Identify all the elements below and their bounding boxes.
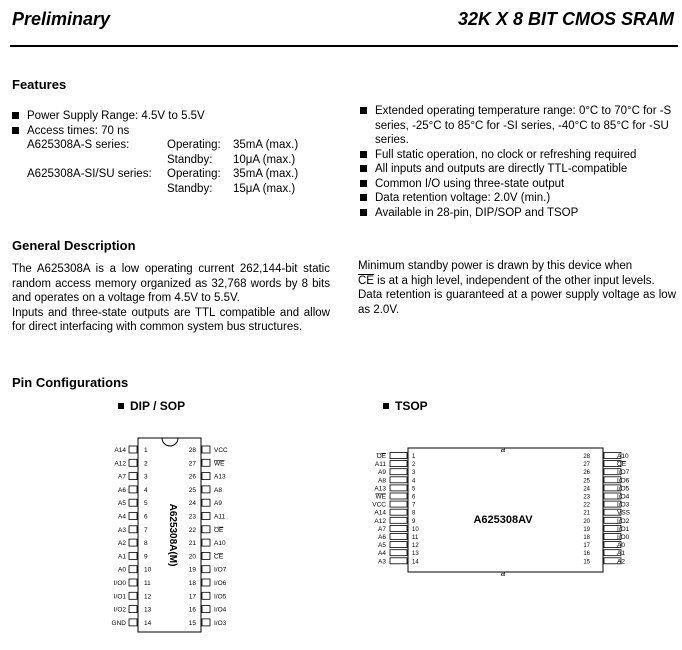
- pin-box: [129, 539, 137, 546]
- pin-box: [202, 486, 210, 493]
- pin-number: 15: [583, 559, 590, 566]
- pin-number: 17: [583, 543, 590, 550]
- pin-box: [390, 493, 407, 499]
- bullet-square-icon: [360, 194, 367, 201]
- pin-number: 22: [188, 526, 196, 534]
- features-heading: Features: [12, 77, 67, 92]
- pin-box: [390, 509, 407, 515]
- current-row: [12, 153, 342, 168]
- pin-label: A12: [374, 517, 386, 525]
- pin-box: [202, 619, 210, 626]
- pin-number: 4: [144, 486, 148, 494]
- general-para-1: The A625308A is a low operating current 262,144-bit static random access memory organized as 32,768 words by 8 bits and operates on a voltage from 4.5V to 5.5V.: [12, 263, 330, 304]
- pin-number: 19: [583, 526, 590, 533]
- pin-box: [129, 592, 137, 599]
- pin-number: 17: [188, 593, 196, 601]
- pin-label: A13: [374, 485, 386, 493]
- pin-number: 25: [583, 478, 590, 485]
- pin-label: VSS: [617, 509, 631, 517]
- current-row: [12, 167, 342, 182]
- dip-section-title: [118, 399, 185, 413]
- pin-label: A10: [214, 540, 226, 548]
- ce-signal: $\overline{CE}$: [358, 274, 374, 287]
- pin-number: 28: [188, 447, 196, 454]
- current-table: [12, 138, 342, 196]
- pin-label: A8: [214, 486, 222, 494]
- feature-item: [12, 124, 342, 139]
- pin-number: 5: [412, 486, 416, 493]
- pin-box: [129, 566, 137, 573]
- pin-label: I/O7: [214, 566, 227, 574]
- current-mode: Operating:: [167, 168, 221, 180]
- general-heading: General Description: [12, 238, 136, 253]
- pin-label: A9: [214, 500, 222, 508]
- bullet-square-icon: [360, 151, 367, 158]
- pin-label: I/O2: [113, 606, 126, 614]
- pin-box: [202, 606, 210, 613]
- pin-number: 8: [144, 540, 148, 548]
- current-series: [12, 182, 167, 197]
- feature-text: Available in 28-pin, DIP/SOP and TSOP: [375, 206, 579, 219]
- current-series: A625308A-S series:: [27, 139, 130, 151]
- pin-number: 10: [412, 526, 419, 533]
- pin-number: 9: [412, 518, 416, 525]
- pin-number: 24: [583, 486, 590, 493]
- current-row: [12, 182, 342, 197]
- pin-label: A4: [378, 550, 386, 558]
- feature-item: [12, 109, 342, 124]
- pin-number: 23: [583, 494, 590, 501]
- pin-number: 19: [188, 566, 196, 574]
- pin-box: [129, 459, 137, 466]
- pin-label: A0: [118, 566, 126, 574]
- pin-box: [390, 550, 407, 556]
- pin-label: I/O6: [617, 477, 630, 485]
- pin-label: A5: [118, 500, 126, 508]
- tsop-break-mark-bottom: a: [500, 569, 506, 578]
- pin-label: A0: [617, 542, 625, 550]
- feature-text: Extended operating temperature range: 0°C to 70°C for -S series, -25°C to 85°C for -SI series, -40°C to 85°C for -SU series.: [375, 105, 672, 146]
- dip-pinout-diagram: [100, 436, 240, 636]
- pin-number: 7: [412, 502, 416, 509]
- general-para-3: [358, 259, 676, 288]
- pin-label: CE: [617, 461, 627, 469]
- pin-label: A3: [378, 558, 386, 566]
- pin-box: [202, 473, 210, 480]
- pin-label: VCC: [214, 447, 228, 454]
- pin-label: A11: [214, 513, 226, 521]
- pin-number: 14: [144, 619, 152, 627]
- pin-box: [129, 513, 137, 520]
- bullet-square-icon: [12, 127, 19, 134]
- pin-number: 12: [412, 543, 419, 550]
- current-series: A625308A-SI/SU series:: [27, 168, 152, 180]
- pin-label: A4: [118, 513, 126, 521]
- bullet-square-icon: [360, 165, 367, 172]
- bullet-square-icon: [118, 403, 124, 409]
- pin-box: [390, 517, 407, 523]
- pin-number: 12: [144, 593, 152, 601]
- pin-label: A10: [617, 453, 629, 460]
- pin-label: A2: [118, 540, 126, 548]
- pin-box: [202, 459, 210, 466]
- pin-label: WE: [214, 460, 225, 468]
- pin-number: 27: [583, 462, 590, 469]
- pin-box: [202, 579, 210, 586]
- pin-number: 13: [144, 606, 152, 614]
- pin-box: [390, 542, 407, 548]
- pin-box: [390, 525, 407, 531]
- pin-box: [129, 619, 137, 626]
- pin-box: [390, 453, 407, 459]
- pin-label: I/O4: [617, 493, 630, 501]
- pin-box: [390, 477, 407, 483]
- pin-number: 8: [412, 510, 416, 517]
- pin-label: A14: [374, 509, 386, 517]
- pin-label: A14: [114, 447, 126, 454]
- current-series: [12, 153, 167, 168]
- pin-box: [202, 566, 210, 573]
- pin-box: [129, 526, 137, 533]
- pin-box: [129, 579, 137, 586]
- pin-number: 1: [412, 454, 416, 460]
- pin-label: I/O4: [214, 606, 227, 614]
- pin-number: 21: [188, 540, 196, 548]
- pin-box: [390, 485, 407, 491]
- pin-box: [390, 501, 407, 507]
- pin-number: 20: [188, 553, 196, 561]
- pin-box: [129, 552, 137, 559]
- pin-label: I/O5: [617, 485, 630, 493]
- pin-number: 13: [412, 551, 419, 558]
- pin-number: 25: [188, 486, 196, 494]
- pin-label: I/O3: [617, 501, 630, 509]
- current-mode: Operating:: [167, 139, 221, 151]
- pin-label: A2: [617, 558, 625, 566]
- pin-box: [202, 539, 210, 546]
- general-right: [358, 259, 676, 317]
- bullet-square-icon: [383, 403, 389, 409]
- pin-label: A3: [118, 526, 126, 534]
- general-left: [12, 262, 330, 335]
- dip-chip-label: A625308A(M): [167, 503, 178, 567]
- header-preliminary: Preliminary: [12, 9, 111, 29]
- pin-number: 7: [144, 526, 148, 534]
- pin-label: A13: [214, 473, 226, 481]
- features-right: [360, 104, 676, 220]
- current-value: 35mA (max.): [233, 139, 299, 151]
- pin-label: I/O6: [214, 580, 227, 587]
- pin-number: 15: [188, 619, 196, 627]
- current-value: 35mA (max.): [233, 168, 299, 180]
- current-row: [12, 138, 342, 153]
- pin-number: 6: [412, 494, 416, 501]
- pin-box: [202, 513, 210, 520]
- feature-item: [360, 177, 676, 192]
- dip-title-text: DIP / SOP: [130, 399, 186, 413]
- feature-item: [360, 162, 676, 177]
- pin-box: [390, 558, 407, 564]
- pin-label: I/O5: [214, 593, 227, 601]
- pin-number: 2: [412, 462, 416, 469]
- pin-number: 3: [412, 470, 416, 477]
- pin-box: [202, 499, 210, 506]
- pin-box: [202, 526, 210, 533]
- pins-heading: Pin Configurations: [12, 375, 129, 390]
- tsop-chip-label: A625308AV: [473, 514, 533, 526]
- general-text: is at a high level, independent of the other input levels.: [373, 274, 655, 287]
- pin-number: 1: [144, 447, 148, 454]
- pin-number: 18: [188, 580, 196, 587]
- pin-box: [390, 469, 407, 475]
- feature-item: [360, 206, 676, 221]
- pin-number: 22: [583, 502, 590, 509]
- pin-number: 24: [188, 500, 196, 508]
- pin-label: A6: [378, 534, 386, 541]
- pin-number: 6: [144, 513, 148, 521]
- feature-text: Data retention voltage: 2.0V (min.): [375, 192, 551, 204]
- pin-number: 10: [144, 566, 152, 574]
- pin-number: 9: [144, 553, 148, 561]
- feature-text: Power Supply Range: 4.5V to 5.5V: [27, 110, 205, 122]
- pin-label: GND: [111, 619, 126, 627]
- pin-number: 21: [583, 510, 590, 517]
- pin-box: [129, 473, 137, 480]
- pin-label: WE: [375, 493, 386, 501]
- pin-number: 5: [144, 500, 148, 508]
- pin-label: I/O2: [617, 517, 630, 525]
- general-para-4: Data retention is guaranteed at a power supply voltage as low as 2.0V.: [358, 289, 676, 316]
- pin-number: 28: [583, 454, 590, 460]
- bullet-square-icon: [12, 112, 19, 119]
- pin-number: 4: [412, 478, 416, 485]
- pin-number: 26: [583, 470, 590, 477]
- pin-label: A7: [378, 525, 386, 533]
- general-text: Minimum standby power is drawn by this device when: [358, 260, 633, 272]
- pin-number: 26: [188, 473, 196, 481]
- bullet-square-icon: [360, 180, 367, 187]
- pin-label: A12: [114, 460, 126, 468]
- feature-text: Access times: 70 ns: [27, 124, 130, 137]
- pin-box: [202, 552, 210, 559]
- pin-label: I/O0: [617, 534, 630, 541]
- header-title: 32K X 8 BIT CMOS SRAM: [457, 9, 674, 29]
- pin-label: A1: [617, 550, 625, 558]
- pin-box: [202, 592, 210, 599]
- pin-label: A7: [118, 473, 126, 481]
- current-value: 15μA (max.): [233, 182, 296, 195]
- pin-label: I/O3: [214, 619, 227, 627]
- pin-number: 11: [144, 580, 151, 587]
- pin-number: 18: [583, 535, 590, 541]
- pin-label: OE: [214, 526, 224, 534]
- pin-label: VCC: [372, 501, 386, 509]
- feature-text: Common I/O using three-state output: [375, 177, 565, 190]
- pin-label: I/O1: [617, 525, 630, 533]
- tsop-pinout-diagram: [360, 440, 640, 580]
- feature-item: [360, 104, 676, 148]
- bullet-square-icon: [360, 209, 367, 216]
- pin-label: I/O7: [617, 469, 630, 477]
- pin-label: A1: [118, 553, 126, 561]
- pin-label: A5: [378, 542, 386, 550]
- pin-box: [129, 446, 137, 453]
- pin-number: 11: [412, 535, 419, 541]
- pin-number: 27: [188, 460, 196, 468]
- current-mode: Standby:: [167, 153, 213, 166]
- pin-number: 2: [144, 460, 148, 468]
- feature-item: [360, 191, 676, 206]
- pin-box: [129, 499, 137, 506]
- tsop-title-text: TSOP: [395, 399, 428, 413]
- pin-box: [129, 606, 137, 613]
- feature-text: Full static operation, no clock or refreshing required: [375, 148, 637, 161]
- current-value: 10μA (max.): [233, 153, 296, 166]
- pin-label: A8: [378, 477, 386, 485]
- pin-box: [202, 446, 210, 453]
- pin-number: 3: [144, 473, 148, 481]
- tsop-chip-body: [408, 448, 603, 572]
- pin-number: 16: [583, 551, 590, 558]
- pin-number: 20: [583, 518, 590, 525]
- pin-label: CE: [214, 553, 224, 561]
- pin-label: OE: [376, 453, 386, 460]
- current-mode: Standby:: [167, 182, 213, 195]
- tsop-section-title: [383, 399, 428, 413]
- pin-label: I/O0: [113, 580, 126, 587]
- pin-label: A9: [378, 469, 386, 477]
- bullet-square-icon: [360, 107, 367, 114]
- pin-number: 16: [188, 606, 196, 614]
- pin-number: 23: [188, 513, 196, 521]
- general-para-2: Inputs and three-state outputs are TTL compatible and allow for direct interfacing with common system bus structures.: [12, 306, 330, 333]
- pin-box: [390, 461, 407, 467]
- pin-label: A11: [374, 461, 386, 469]
- pin-box: [129, 486, 137, 493]
- header-rule: [10, 45, 678, 47]
- pin-number: 14: [412, 559, 419, 566]
- feature-text: All inputs and outputs are directly TTL-compatible: [375, 163, 628, 175]
- feature-item: [360, 148, 676, 163]
- features-left: [12, 109, 342, 196]
- pin-label: I/O1: [113, 593, 126, 601]
- pin-box: [390, 534, 407, 540]
- pin-label: A6: [118, 486, 126, 494]
- tsop-break-mark-top: a: [500, 445, 506, 454]
